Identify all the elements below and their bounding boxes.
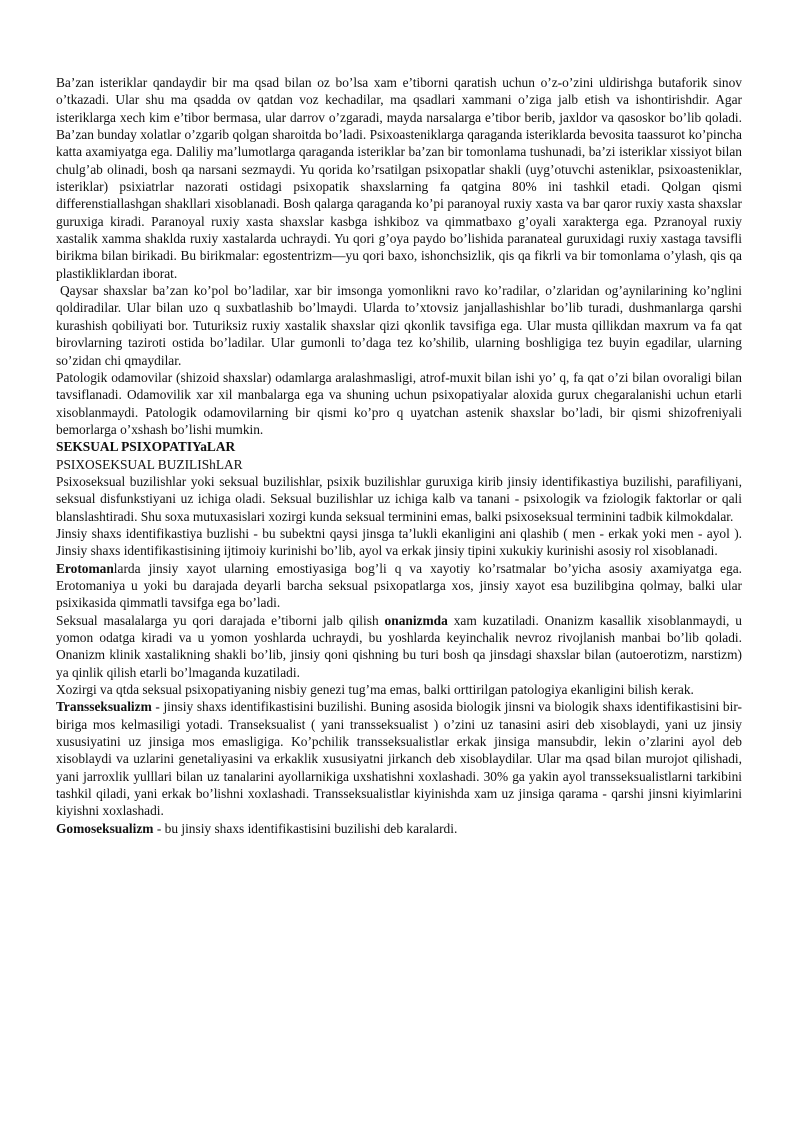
section-heading-sexual-psychopathies: SEKSUAL PSIXOPATIYaLAR xyxy=(56,439,236,455)
paragraph-gender-identity: Jinsiy shaxs identifikastiya buzlishi - bu subektni qaysi jinsga ta’lukli ekanligini ani qlashib ( men - erkak yoki men - ayol ). Jinsiy shaxs identifikastisining ijtimoiy kurinishi bo’lib, ayol va erkak jinsiy tipini xukukiy kurinishi asosiy rol xisoblanadi. xyxy=(56,525,742,559)
paragraph-onanism-lead: Seksual masalalarga yu qori darajada e’tiborni jalb qilish xyxy=(56,612,385,628)
paragraph-stubborn-personalities: Qaysar shaxslar ba’zan ko’pol bo’ladilar, xar bir imsonga yomonlikni ravo ko’radilar, o’zlaridan og’aynilarining ko’nglini qoldiradilar. Ular bilan uzo q suxbatlashib bo’lmaydi. Ularda to’xtovsiz janjallashishlar bo’lib turadi, dushmanlarga qarshi kurashish qobiliyati bor. Tuturiksiz ruxiy xastalik shaxslar qizi qkonlik tavsifiga ega. Ular musta qillikdan maxrum va fa qat birovlarning taziroti ostida bo’ladilar. Ular gumonli to’daga tez ko’shilib, ularning boshligiga tez buyin egadilar, ularning so’zidan chi qmaydilar. xyxy=(56,283,742,368)
paragraph-erotomania-text: larda jinsiy xayot ularning emostiyasiga bog’li q va xayotiy ko’rsatmalar bo’yicha asosiy axamiyatga ega. Erotomaniya u yoki bu darajada deyarli barcha seksual psixopatlarga xos, jinsiy xayot esa buzilibgina qolmay, balki ular psixikasida qimmatli tavsifga ega bo’ladi. xyxy=(56,560,742,611)
paragraph-transsexualism-text: - jinsiy shaxs identifikastisini buzilishi. Buning asosida biologik jinsni va biologik shaxs identifikastisini bir-biriga mos kelmasiligi yotadi. Transeksualist ( yani transseksualist ) o’zini uz tanasini asiri deb xisoblaydi, yani uz jinsiy xususiyatini uz jinsiga mos emasligiga. Ko’pchilik transseksualistlar erkak jinsiga mansubdir, lekin o’zlarini ayol deb xisoblaydi va uzlarini genetaliyasini va erkaklik xususiyatni jirkanch deb xisoblaydilar. Ular ma qsad bilan murojot qilishadi, yani jarroxlik yulllari bilan uz tanalarini ayollarnikiga uxshatishni xoxlashadi. 30% ga yakin ayol transseksualistlarni tarkibini tashkil qiladi, yani erkak bo’lishni xoxlashadi. Transseksualistlar kiyinishda xam uz jinsiga qarama - qarshi jinsni kiyimlarini kiyishni xoxlashadi. xyxy=(56,699,742,819)
paragraph-onanism-text: xam kuzatiladi. Onanizm kasallik xisoblanmaydi, u yomon odatga kiradi va u yomon yoshlarda uchraydi, bu yoshlarda keyinchalik nevroz rivojlanish manbai bo’lib qoladi. Onanizm klinik xastalikning shakli bo’lib, jinsiy qoni qishning bu turi bosh qa jinsdagi shaxslar bilan (autoerotizm, narstizm) ya qinlik qilish etarli bo’lmaganda kuzatiladi. xyxy=(56,612,742,680)
paragraph-schizoid: Patologik odamovilar (shizoid shaxslar) odamlarga aralashmasligi, atrof-muxit bilan ishi yo’ q, fa qat o’zi bilan ovoraligi bilan tavsiflanadi. Odamovilik xar xil manbalarga ega va shuning uchun psixopatiyalar aloxida gurux chegaralanishi uchun etarli xisoblanmaydi. Patologik odamovilarning bir qismi ko’pro q uyatchan astenik shaxslar bo’ladi, bir qismi shizofreniyali bemorlarga o’xshash bo’lishi mumkin. xyxy=(56,369,742,437)
document-page xyxy=(56,74,742,837)
term-transsexualism: Transseksualizm xyxy=(56,699,152,715)
paragraph-onanism xyxy=(56,612,742,681)
paragraph-erotomania xyxy=(56,560,742,612)
subsection-heading-psychosexual-disorders: PSIXOSEKSUAL BUZILIShLAR xyxy=(56,456,243,472)
paragraph-homosexualism-text: - bu jinsiy shaxs identifikastisini buzilishi deb karalardi. xyxy=(153,820,458,836)
term-onanism: onanizmda xyxy=(384,612,448,628)
paragraph-homosexualism xyxy=(56,820,742,837)
paragraph-hysterics: Ba’zan isteriklar qandaydir bir ma qsad bilan oz bo’lsa xam e’tiborni qaratish uchun o’z-o’zini uldirishga butaforik sinov o’tkazadi. Ular shu ma qsadda ov qatdan voz kechadilar, ma qsadlari xammani o’ziga jalb etish va ishontirishdir. Agar isteriklarga xech kim e’tibor bermasa, ular darrov o’zgaradi, mayda narsalarga e’tibor berib, jaxldor va qasoskor bo’lib qoladi. Ba’zan bunday xolatlar o’zgarib qolgan sharoitda bo’ladi. Psixoasteniklarga qaraganda isteriklarda bevosita taassurot ko’pincha katta axamiyatga ega. Daliliy ma’lumotlarga qaraganda isteriklar ba’zan bir tomonlama tushunadi, ba’zi isteriklar xissiyot bilan chulg’ab olinadi, bosh qa narsani sezmaydi. Yu qorida ko’rsatilgan psixopatlar shakli (uyg’otuvchi asteniklar, psixoasteniklar, isteriklar) psixiatrlar nazorati ostidagi psixopatik shaxslarning fa qatgina 80% ini tashkil etadi. Qolgan qismi differenstiallashgan shakllari xisoblanadi. Bosh qalarga qaraganda ko’pi paranoyal ruxiy xasta va bar qaror ruxiy xasta shaxslar guruxiga kiradi. Paranoyal ruxiy xasta shaxslar kasbga ishkiboz va qimmatbaxo g’oyali xarakterga ega. Pzranoyal ruxiy xastalik xamma shaklda ruxiy xastalarda uchraydi. Yu qori g’oya paydo bo’lishida paranateal guruxidagi ruxiy xastaga tavsifli birikma bilan birikadi. Bu birikmalar: egostentrizm—yu qori baxo, ishonchsizlik, qis qa fikrli va bir tomonlama o’ylash, qis qa plastikliklardan iborat. xyxy=(56,75,742,281)
term-homosexualism: Gomoseksualizm xyxy=(56,820,154,836)
paragraph-psychosexual-definition: Psixoseksual buzilishlar yoki seksual buzilishlar, psixik buzilishlar guruxiga kirib jinsiy identifikastiya buzilishi, parafiliyani, seksual disfunkstiyani uz ichiga oladi. Seksual buzilishlar uz ichiga kalb va tanani - psixologik va fziologik faktorlar or qali blanslashtiradi. Shu soxa mutuxasislari xozirgi kunda seksual terminini emas, balki psixoseksual terminini tadbik kilmokdalar. xyxy=(56,473,742,524)
paragraph-transsexualism xyxy=(56,698,742,819)
paragraph-genesis: Xozirgi va qtda seksual psixopatiyaning nisbiy genezi tug’ma emas, balki orttirilgan patologiya ekanligini bilish kerak. xyxy=(56,682,694,698)
term-erotoman: Erotoman xyxy=(56,560,114,576)
